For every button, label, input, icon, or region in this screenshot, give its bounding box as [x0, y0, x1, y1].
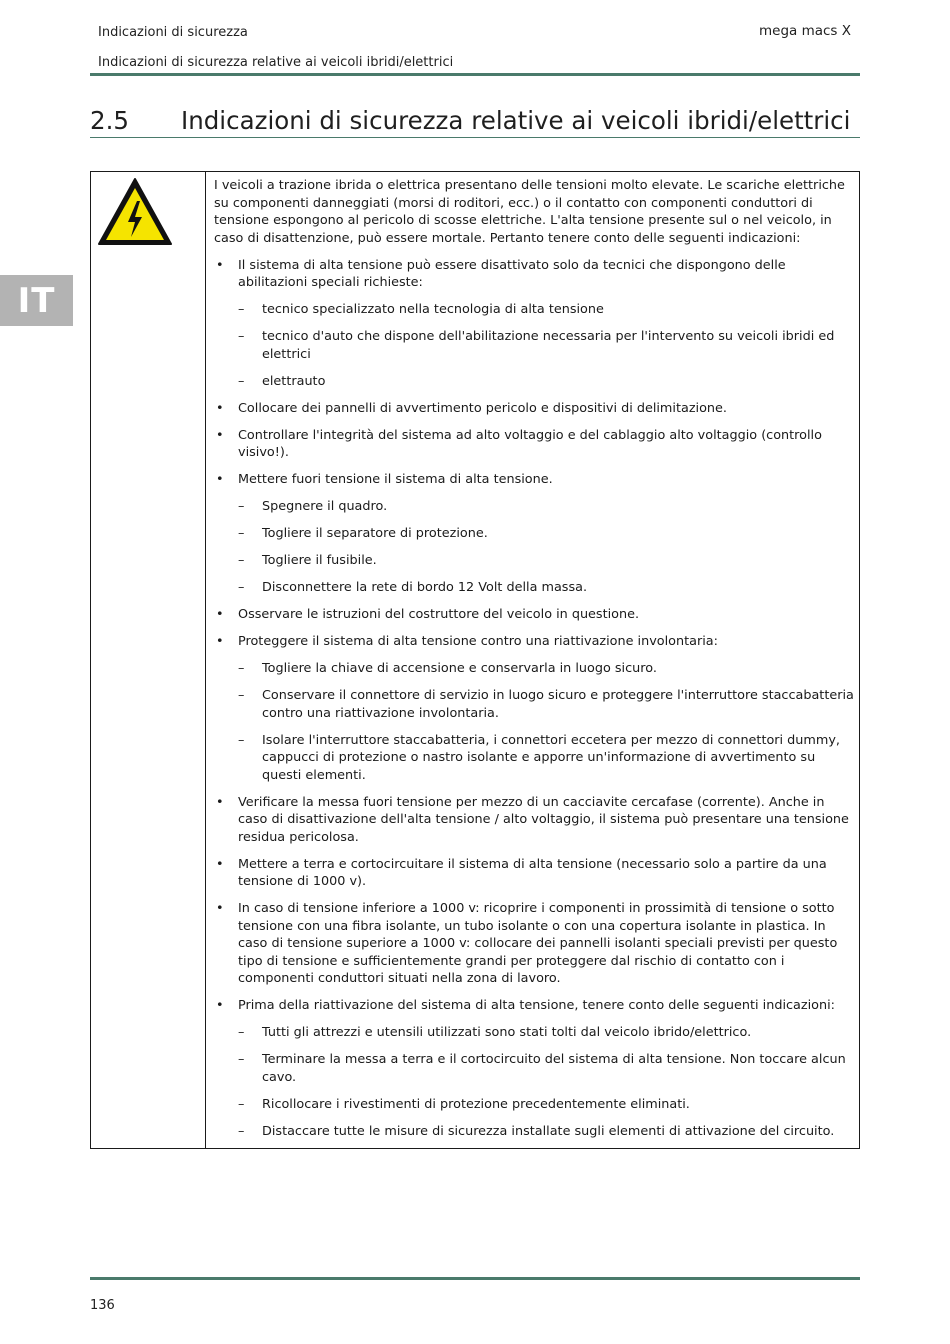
- sub-instruction-item: – Disconnettere la rete di bordo 12 Volt della massa.: [238, 579, 854, 597]
- instruction-item: [214, 633, 854, 784]
- instruction-text: • Osservare le istruzioni del costruttore del veicolo in questione.: [238, 607, 640, 622]
- instruction-item: [214, 794, 854, 847]
- section-number: 2.5: [90, 106, 129, 135]
- instruction-text: • Mettere fuori tensione il sistema di alta tensione.: [238, 472, 553, 487]
- header-subsection-title: Indicazioni di sicurezza relative ai veicoli ibridi/elettrici: [98, 55, 454, 70]
- instruction-text: • In caso di tensione inferiore a 1000 v: ricoprire i componenti in prossimità di tensione o sotto tensione con una fibra isolante, un tubo isolante o con una copertura isolante in plastica. In caso di tensione superiore a 1000 v: collocare dei pannelli isolanti speciali previsti per questo tipo di tensione e sufficientemente grandi per proteggere dal rischio di contatto con i componenti conduttori situati nella zona di lavoro.: [238, 901, 838, 986]
- sub-instruction-list: [238, 1024, 854, 1140]
- sub-instruction-item: – Togliere il fusibile.: [238, 552, 854, 570]
- high-voltage-warning-icon: [97, 177, 173, 247]
- language-tab: IT: [0, 275, 73, 326]
- header-product-name: mega macs X: [758, 23, 851, 39]
- page-number: 136: [90, 1298, 115, 1313]
- instruction-item: [214, 997, 854, 1140]
- sub-instruction-item: – Isolare l'interruttore staccabatteria, i connettori eccetera per mezzo di connettori dummy, cappucci di protezione o nastro isolante e apporre un'informazione di avvertimento su questi elementi.: [238, 732, 854, 785]
- sub-instruction-item: – Tutti gli attrezzi e utensili utilizzati sono stati tolti dal veicolo ibrido/elettrico.: [238, 1024, 854, 1042]
- instruction-item: [214, 471, 854, 597]
- box-column-divider: [205, 172, 206, 1148]
- sub-instruction-item: – Spegnere il quadro.: [238, 498, 854, 516]
- instruction-text: • Collocare dei pannelli di avvertimento pericolo e dispositivi di delimitazione.: [238, 400, 727, 416]
- instruction-text: • Verificare la messa fuori tensione per mezzo di un cacciavite cercafase (corrente). Anche in caso di disattivazione dell'alta tensione / alto voltaggio, il sistema può presentare una tensione residua pericolosa.: [238, 794, 849, 845]
- instruction-item: [214, 606, 854, 624]
- instruction-item: [214, 900, 854, 988]
- sub-instruction-list: [238, 301, 854, 390]
- sub-instruction-item: – Distaccare tutte le misure di sicurezza installate sugli elementi di attivazione del circuito.: [238, 1123, 854, 1141]
- sub-instruction-list: [238, 498, 854, 597]
- section-title: Indicazioni di sicurezza relative ai veicoli ibridi/elettrici: [181, 106, 851, 135]
- sub-instruction-item: – tecnico specializzato nella tecnologia di alta tensione: [238, 301, 854, 319]
- instruction-text: • Il sistema di alta tensione può essere disattivato solo da tecnici che dispongono delle abilitazioni speciali richieste:: [238, 257, 786, 290]
- instruction-text: • Mettere a terra e cortocircuitare il sistema di alta tensione (necessario solo a partire da una tensione di 1000 v).: [238, 856, 827, 889]
- safety-notice-box: [90, 171, 860, 1149]
- instruction-item: [214, 400, 854, 418]
- notice-content: [214, 177, 854, 1140]
- footer-divider: [90, 1277, 860, 1280]
- section-heading: [90, 106, 860, 135]
- sub-instruction-item: – elettrauto: [238, 373, 854, 391]
- header-section-title: Indicazioni di sicurezza: [98, 25, 248, 40]
- sub-instruction-item: – Togliere la chiave di accensione e conservarla in luogo sicuro.: [238, 660, 854, 678]
- instruction-text: • Controllare l'integrità del sistema ad alto voltaggio e del cablaggio alto voltaggio (controllo visivo!).: [238, 427, 822, 460]
- sub-instruction-item: – tecnico d'auto che dispone dell'abilitazione necessaria per l'intervento su veicoli ibridi ed elettrici: [238, 328, 854, 363]
- sub-instruction-list: [238, 660, 854, 784]
- instruction-item: [214, 257, 854, 391]
- sub-instruction-item: – Ricollocare i rivestimenti di protezione precedentemente eliminati.: [238, 1096, 854, 1114]
- instruction-item: [214, 427, 854, 462]
- safety-instructions-list: [214, 257, 854, 1141]
- instruction-text: • Proteggere il sistema di alta tensione contro una riattivazione involontaria:: [238, 634, 718, 649]
- sub-instruction-item: – Conservare il connettore di servizio in luogo sicuro e proteggere l'interruttore staccabatteria contro una riattivazione involontaria.: [238, 687, 854, 722]
- header-divider: [90, 73, 860, 76]
- sub-instruction-item: – Terminare la messa a terra e il cortocircuito del sistema di alta tensione. Non toccare alcun cavo.: [238, 1051, 854, 1086]
- sub-instruction-item: – Togliere il separatore di protezione.: [238, 525, 854, 543]
- section-title-underline: [90, 137, 860, 138]
- instruction-item: [214, 856, 854, 891]
- intro-paragraph: I veicoli a trazione ibrida o elettrica presentano delle tensioni molto elevate. Le scariche elettriche su componenti danneggiati (morsi di roditori, ecc.) o il contatto con componenti conduttori di tensione espongono al pericolo di scosse elettriche. L'alta tensione presente sul o nel veicolo, in caso di disattenzione, può essere mortale. Pertanto tenere conto delle seguenti indicazioni:: [214, 178, 845, 246]
- instruction-text: • Prima della riattivazione del sistema di alta tensione, tenere conto delle seguenti indicazioni:: [238, 998, 835, 1013]
